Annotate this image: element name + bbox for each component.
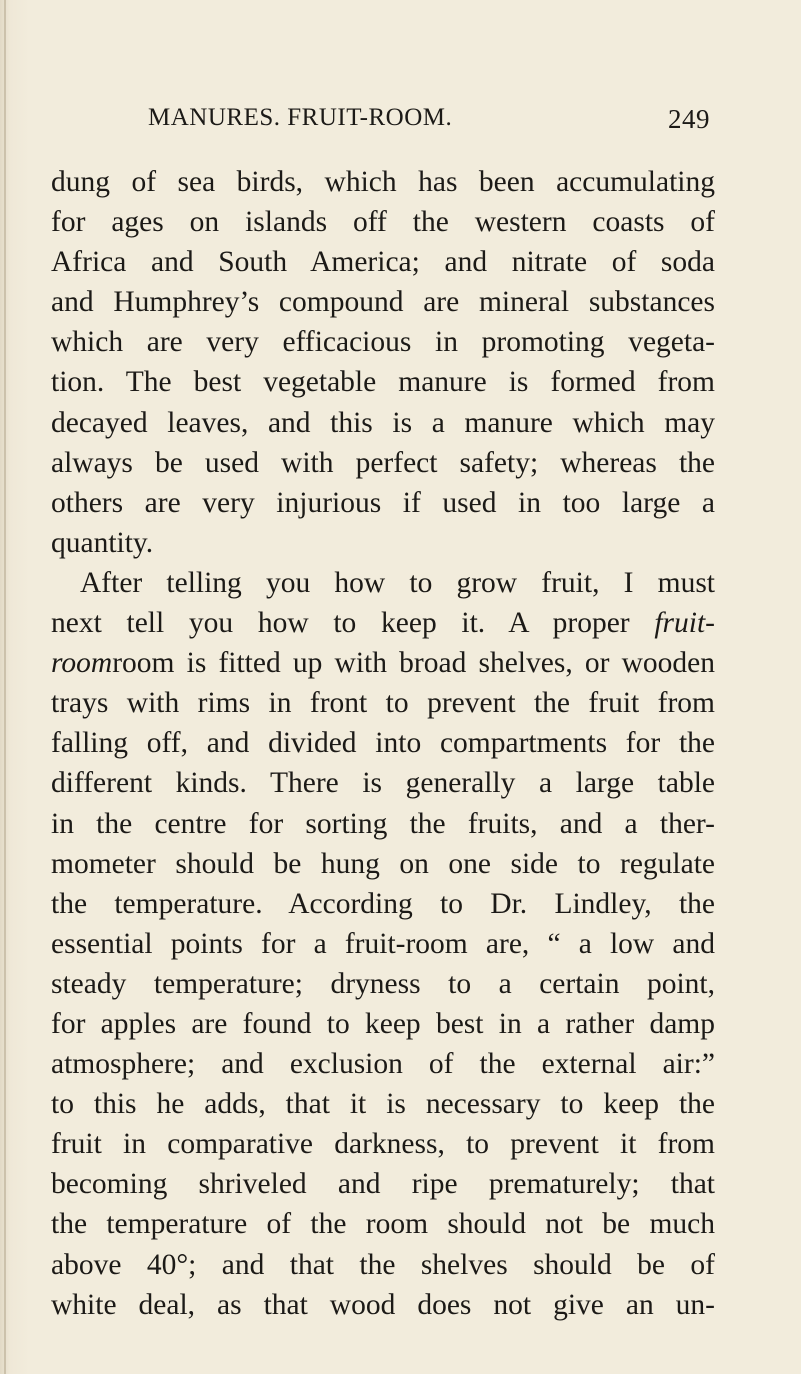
text-line: to this he adds, that it is necessary to keep the <box>51 1088 715 1121</box>
text-line: trays with rims in front to prevent the fruit from <box>51 687 715 720</box>
text-line: which are very efficacious in promoting vegeta- <box>51 326 715 359</box>
text-line: tion. The best vegetable manure is formed from <box>51 366 715 399</box>
text-line: After telling you how to grow fruit, I must <box>80 566 715 599</box>
text-run: room is fitted up with broad shelves, or wooden <box>112 647 715 680</box>
text-line: and Humphrey’s compound are mineral substances <box>51 286 715 319</box>
text-line: atmosphere; and exclusion of the external air:” <box>51 1048 715 1081</box>
text-line: decayed leaves, and this is a manure which may <box>51 406 715 439</box>
italic-term-room: room <box>51 647 113 680</box>
text-line-with-italic <box>51 603 715 643</box>
text-line: for ages on islands off the western coasts of <box>51 206 715 239</box>
text-line: others are very injurious if used in too large a <box>51 486 715 519</box>
text-run: next tell you how to keep it. A proper <box>51 607 655 640</box>
body-text <box>51 162 715 1325</box>
text-line: essential points for a fruit-room are, “ a low and <box>51 927 715 960</box>
text-line: the temperature. According to Dr. Lindley, the <box>51 887 715 920</box>
page-number: 249 <box>668 104 710 134</box>
text-line: mometer should be hung on one side to regulate <box>51 847 715 880</box>
text-line: quantity. <box>51 526 154 559</box>
text-line: fruit in comparative darkness, to prevent it from <box>51 1128 715 1161</box>
text-line: becoming shriveled and ripe prematurely; that <box>51 1168 715 1201</box>
page-header <box>148 104 710 140</box>
text-line: Africa and South America; and nitrate of soda <box>51 246 715 279</box>
text-line: in the centre for sorting the fruits, and a ther- <box>51 807 715 840</box>
page-gutter <box>4 0 6 1374</box>
text-line: different kinds. There is generally a large table <box>51 767 715 800</box>
text-line: falling off, and divided into compartments for the <box>51 727 715 760</box>
running-title: MANURES. FRUIT-ROOM. <box>148 104 453 131</box>
text-line-with-italic <box>51 643 715 683</box>
text-line: above 40°; and that the shelves should be of <box>51 1248 715 1281</box>
text-line: always be used with perfect safety; whereas the <box>51 446 715 479</box>
text-line: the temperature of the room should not be much <box>51 1208 715 1241</box>
text-line: for apples are found to keep best in a rather damp <box>51 1007 715 1040</box>
text-line: dung of sea birds, which has been accumulating <box>51 166 715 198</box>
text-line: steady temperature; dryness to a certain point, <box>51 967 715 1000</box>
italic-term-fruit: fruit- <box>654 607 715 640</box>
text-line: white deal, as that wood does not give an un- <box>51 1288 715 1321</box>
